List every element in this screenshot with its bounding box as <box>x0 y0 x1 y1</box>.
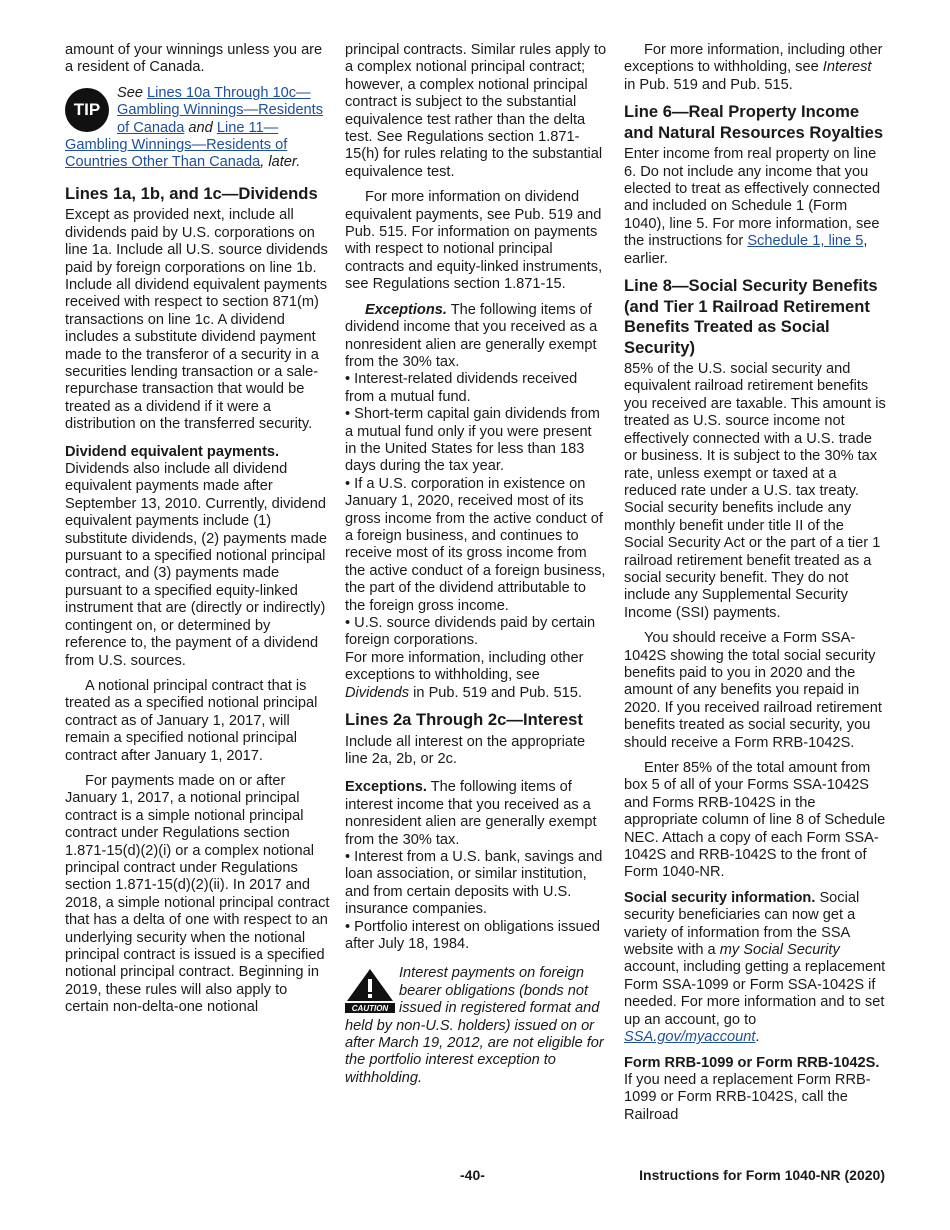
tip-box: TIP See Lines 10a Through 10c—Gambling Winnings—Residents of Canada and Line 11—Gambling Winnings—Residents of Countries Other Than Canada, later. <box>65 84 324 171</box>
link-lines-10a-10c[interactable]: Lines 10a Through 10c—Gambling Winnings—Residents of Canada <box>117 84 324 136</box>
caution-icon <box>345 967 395 1013</box>
paragraph-dividends: Except as provided next, include all dividends paid by U.S. corporations on line 1a. Include all U.S. source dividends paid by foreign corporations on line 1b. Include all dividend equivalent payments received with respect to section 871(m) transactions on line 1c. A dividend includes a substitute dividend payment made to the transferor of a security in a securities lending transaction or a sale-repurchase transaction that would be treated as a dividend if it were a distribution on the transferred security. <box>65 207 328 433</box>
caution-text: Interest payments on foreign bearer obligations (bonds not issued in registered format and held by non-U.S. holders) issued on or after March 19, 2012, are not eligible for the portfolio interest exception to withholding. <box>345 965 604 1086</box>
heading-line-6: Line 6—Real Property Income and Natural Resources Royalties <box>624 102 884 142</box>
link-line-11[interactable]: Line 11—Gambling Winnings—Residents of Countries Other Than Canada <box>65 119 288 171</box>
paragraph-more-info-interest: For more information, including other exceptions to withholding, see Interest in Pub. 519 and Pub. 515. <box>624 42 883 93</box>
paragraph-rrb: Form RRB-1099 or Form RRB-1042S. If you need a replacement Form RRB-1099 or Form RRB-1042S, call the Railroad <box>624 1054 880 1123</box>
heading-dividends: Lines 1a, 1b, and 1c—Dividends <box>65 183 318 203</box>
tip-icon: TIP <box>65 88 109 132</box>
paragraph-notional-contract: A notional principal contract that is treated as a specified notional principal contract as of January 1, 2017, will remain a specified notional principal contract after January 1, 2017. <box>65 677 318 764</box>
paragraph-line-8: 85% of the U.S. social security and equivalent railroad retirement benefits you received are taxable. This amount is treated as U.S. source income not effectively connected with a U.S. trade or business. It is subject to the 30% tax rate, unless exempt or taxed at a reduced rate under a U.S. tax treaty. Social security benefits include any monthly benefit under title II of the Social Security Act or the part of a tier 1 railroad retirement benefit treated as a social security benefit. They do not include any Supplemental Security Income (SSI) payments. <box>624 361 886 621</box>
paragraph-principal-contracts: principal contracts. Similar rules apply to a complex notional principal contract; however, a complex notional principal contract is subject to the substantial equivalence test rather than the delta test. See Regulations section 1.871-15(h) for rules relating to the substantial equivalence test. <box>345 42 607 180</box>
column-left <box>65 42 331 1025</box>
paragraph-line-6: Enter income from real property on line 6. Do not include any income that you elected to treat as effectively connected and included on Schedule 1 (Form 1040), line 5. For more information, see the instructions for Schedule 1, line 5, earlier. <box>624 146 881 267</box>
bullet-item: • Interest-related dividends received from a mutual fund. <box>345 371 607 406</box>
paragraph-enter-85: Enter 85% of the total amount from box 5 of all of your Forms SSA-1042S and Forms RRB-1042S in the appropriate column of line 8 of Schedule NEC. Attach a copy of each Form SSA-1042S and RRB-1042S to the front of Form 1040-NR. <box>624 760 886 881</box>
column-right <box>624 42 886 1132</box>
paragraph-dividend-equivalent: Dividend equivalent payments. Dividends also include all dividend equivalent payments made after September 13, 2010. Currently, dividend equivalent payments include (1) substitute dividends, (2) payments made pursuant to a specified notional principal contract, and (3) payments made pursuant to a specified equity-linked instrument that are (directly or indirectly) contingent on, or determined by reference to, the payment of a dividend from U.S. sources. <box>65 443 328 669</box>
caution-box <box>345 965 607 1087</box>
paragraph-payments-2017: For payments made on or after January 1, 2017, a notional principal contract is a simple notional principal contract under Regulations section 1.871-15(d)(2)(i) or a complex notional principal contract under Regulations section 1.871-15(d)(2)(ii). In 2017 and 2018, a simple notional principal contract that has a delta of one with respect to an underlying security when the notional principal contract is issued is a specified notional principal contract. Beginning in 2019, these rules will also apply to certain non-delta-one notional <box>65 772 330 1016</box>
column-middle <box>345 42 607 1095</box>
bullet-item: • If a U.S. corporation in existence on January 1, 2020, received most of its gross income from the active conduct of a foreign business, and continues to receive most of its gross income from the active conduct of a foreign business, the part of the dividend attributable to the foreign gross income. <box>345 476 607 615</box>
caution-label: CAUTION <box>351 1004 389 1014</box>
link-schedule-1-line-5[interactable]: Schedule 1, line 5 <box>747 233 864 250</box>
paragraph-interest: Include all interest on the appropriate line 2a, 2b, or 2c. <box>345 733 586 767</box>
link-ssa-myaccount[interactable]: SSA.gov/myaccount <box>624 1029 756 1046</box>
bullet-item: • U.S. source dividends paid by certain foreign corporations. <box>345 615 607 650</box>
bullet-item: • Portfolio interest on obligations issued after July 18, 1984. <box>345 919 607 954</box>
paragraph-exceptions-dividends: Exceptions. The following items of dividend income that you received as a nonresident alien are generally exempt from the 30% tax. <box>345 301 598 370</box>
bullet-item: • Interest from a U.S. bank, savings and loan association, or similar institution, and from certain deposits with U.S. insurance companies. <box>345 849 607 919</box>
paragraph-more-info-dividend: For more information on dividend equivalent payments, see Pub. 519 and Pub. 515. For information on payments with respect to notional principal contracts and equity-linked instruments, see Regulations section 1.871-15. <box>345 189 603 293</box>
page-number: -40- <box>460 1167 485 1183</box>
paragraph-social-security-info: Social security information. Social security beneficiaries can now get a variety of information from the SSA website with a my Social Security account, including getting a replacement Form SSA-1099 or Form SSA-1042S if needed. For more information and to set up an account, go to SSA.gov/myaccount. <box>624 889 886 1046</box>
bullet-item: • Short-term capital gain dividends from a mutual fund only if you were present in the United States for less than 183 days during the tax year. <box>345 406 607 476</box>
heading-interest: Lines 2a Through 2c—Interest <box>345 710 583 730</box>
paragraph-more-info-dividends-pub: For more information, including other exceptions to withholding, see Dividends in Pub. 519 and Pub. 515. <box>345 649 584 701</box>
footer-title: Instructions for Form 1040-NR (2020) <box>639 1167 885 1183</box>
heading-line-8: Line 8—Social Security Benefits (and Tier 1 Railroad Retirement Benefits Treated as Social Security) <box>624 276 878 357</box>
intro-text: amount of your winnings unless you are a resident of Canada. <box>65 42 323 76</box>
paragraph-receive-form: You should receive a Form SSA-1042S showing the total social security benefits paid to you in 2020 and the amount of any benefits you repaid in 2020. If you received railroad retirement benefits treated as social security, you should receive a Form RRB-1042S. <box>624 630 882 751</box>
paragraph-exceptions-interest: Exceptions. The following items of interest income that you received as a nonresident alien are generally exempt from the 30% tax. <box>345 779 597 848</box>
